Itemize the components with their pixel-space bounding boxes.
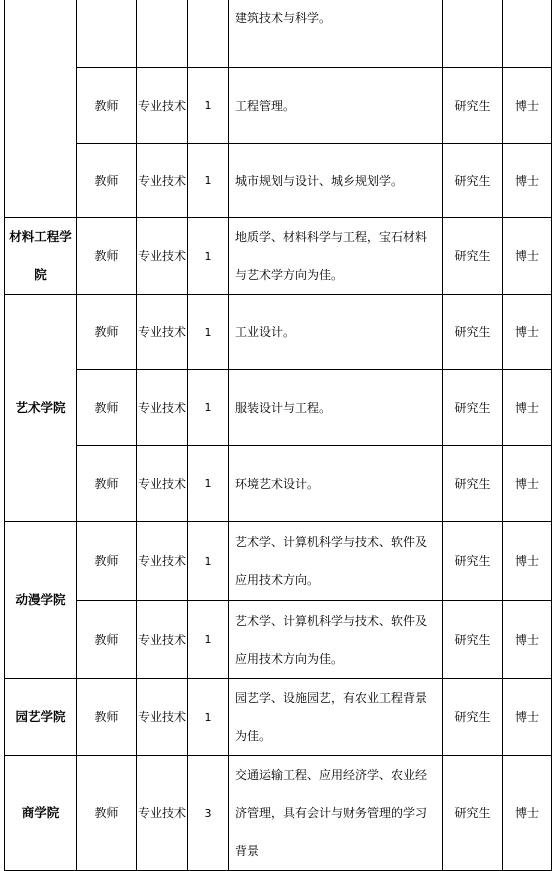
table-row	[5, 68, 552, 144]
major-cell: 艺术学、计算机科学与技术、软件及应用技术方向为佳。	[229, 601, 443, 679]
position-cell: 教师	[77, 679, 137, 756]
degree-cell: 博士	[503, 446, 552, 522]
degree-cell: 博士	[503, 218, 552, 295]
table-row	[5, 370, 552, 446]
table-row	[5, 756, 552, 871]
department-cell: 动漫学院	[5, 522, 77, 679]
department-cell: 材料工程学院	[5, 218, 77, 295]
major-cell: 交通运输工程、应用经济学、农业经济管理，具有会计与财务管理的学习背景	[229, 756, 443, 871]
category-cell: 专业技术	[137, 522, 188, 601]
education-cell: 研究生	[443, 218, 503, 295]
education-cell: 研究生	[443, 295, 503, 370]
position-cell: 教师	[77, 295, 137, 370]
category-cell: 专业技术	[137, 601, 188, 679]
position-cell: 教师	[77, 68, 137, 144]
degree-cell: 博士	[503, 601, 552, 679]
table-row	[5, 679, 552, 756]
degree-cell: 博士	[503, 370, 552, 446]
degree-cell: 博士	[503, 756, 552, 871]
degree-cell	[503, 0, 552, 68]
table-row	[5, 601, 552, 679]
count-cell: 1	[188, 522, 229, 601]
count-cell: 1	[188, 601, 229, 679]
category-cell: 专业技术	[137, 295, 188, 370]
major-cell: 工程管理。	[229, 68, 443, 144]
education-cell: 研究生	[443, 679, 503, 756]
position-cell: 教师	[77, 218, 137, 295]
education-cell: 研究生	[443, 144, 503, 218]
recruitment-table	[4, 0, 552, 871]
education-cell: 研究生	[443, 68, 503, 144]
education-cell: 研究生	[443, 756, 503, 871]
category-cell: 专业技术	[137, 68, 188, 144]
table-row	[5, 295, 552, 370]
count-cell: 1	[188, 295, 229, 370]
category-cell: 专业技术	[137, 218, 188, 295]
education-cell: 研究生	[443, 370, 503, 446]
education-cell: 研究生	[443, 601, 503, 679]
department-cell: 园艺学院	[5, 679, 77, 756]
position-cell: 教师	[77, 370, 137, 446]
department-cell: 商学院	[5, 756, 77, 871]
position-cell: 教师	[77, 756, 137, 871]
education-cell: 研究生	[443, 446, 503, 522]
table-row	[5, 144, 552, 218]
count-cell: 1	[188, 679, 229, 756]
position-cell: 教师	[77, 446, 137, 522]
degree-cell: 博士	[503, 295, 552, 370]
table-row	[5, 522, 552, 601]
degree-cell: 博士	[503, 522, 552, 601]
degree-cell: 博士	[503, 679, 552, 756]
category-cell: 专业技术	[137, 370, 188, 446]
department-cell: 艺术学院	[5, 295, 77, 522]
major-cell: 环境艺术设计。	[229, 446, 443, 522]
count-cell: 1	[188, 144, 229, 218]
major-cell: 建筑技术与科学。	[229, 0, 443, 68]
position-cell: 教师	[77, 522, 137, 601]
major-cell: 城市规划与设计、城乡规划学。	[229, 144, 443, 218]
count-cell: 1	[188, 218, 229, 295]
degree-cell: 博士	[503, 144, 552, 218]
degree-cell: 博士	[503, 68, 552, 144]
category-cell	[137, 0, 188, 68]
table-row	[5, 446, 552, 522]
education-cell: 研究生	[443, 522, 503, 601]
category-cell: 专业技术	[137, 679, 188, 756]
count-cell: 3	[188, 756, 229, 871]
position-cell: 教师	[77, 144, 137, 218]
education-cell	[443, 0, 503, 68]
category-cell: 专业技术	[137, 756, 188, 871]
category-cell: 专业技术	[137, 446, 188, 522]
table-row	[5, 218, 552, 295]
major-cell: 工业设计。	[229, 295, 443, 370]
major-cell: 地质学、材料科学与工程，宝石材料与艺术学方向为佳。	[229, 218, 443, 295]
count-cell	[188, 0, 229, 68]
department-cell	[5, 0, 77, 218]
major-cell: 园艺学、设施园艺，有农业工程背景为佳。	[229, 679, 443, 756]
count-cell: 1	[188, 68, 229, 144]
count-cell: 1	[188, 446, 229, 522]
major-cell: 艺术学、计算机科学与技术、软件及应用技术方向。	[229, 522, 443, 601]
count-cell: 1	[188, 370, 229, 446]
category-cell: 专业技术	[137, 144, 188, 218]
position-cell	[77, 0, 137, 68]
position-cell: 教师	[77, 601, 137, 679]
major-cell: 服装设计与工程。	[229, 370, 443, 446]
table-row	[5, 0, 552, 68]
